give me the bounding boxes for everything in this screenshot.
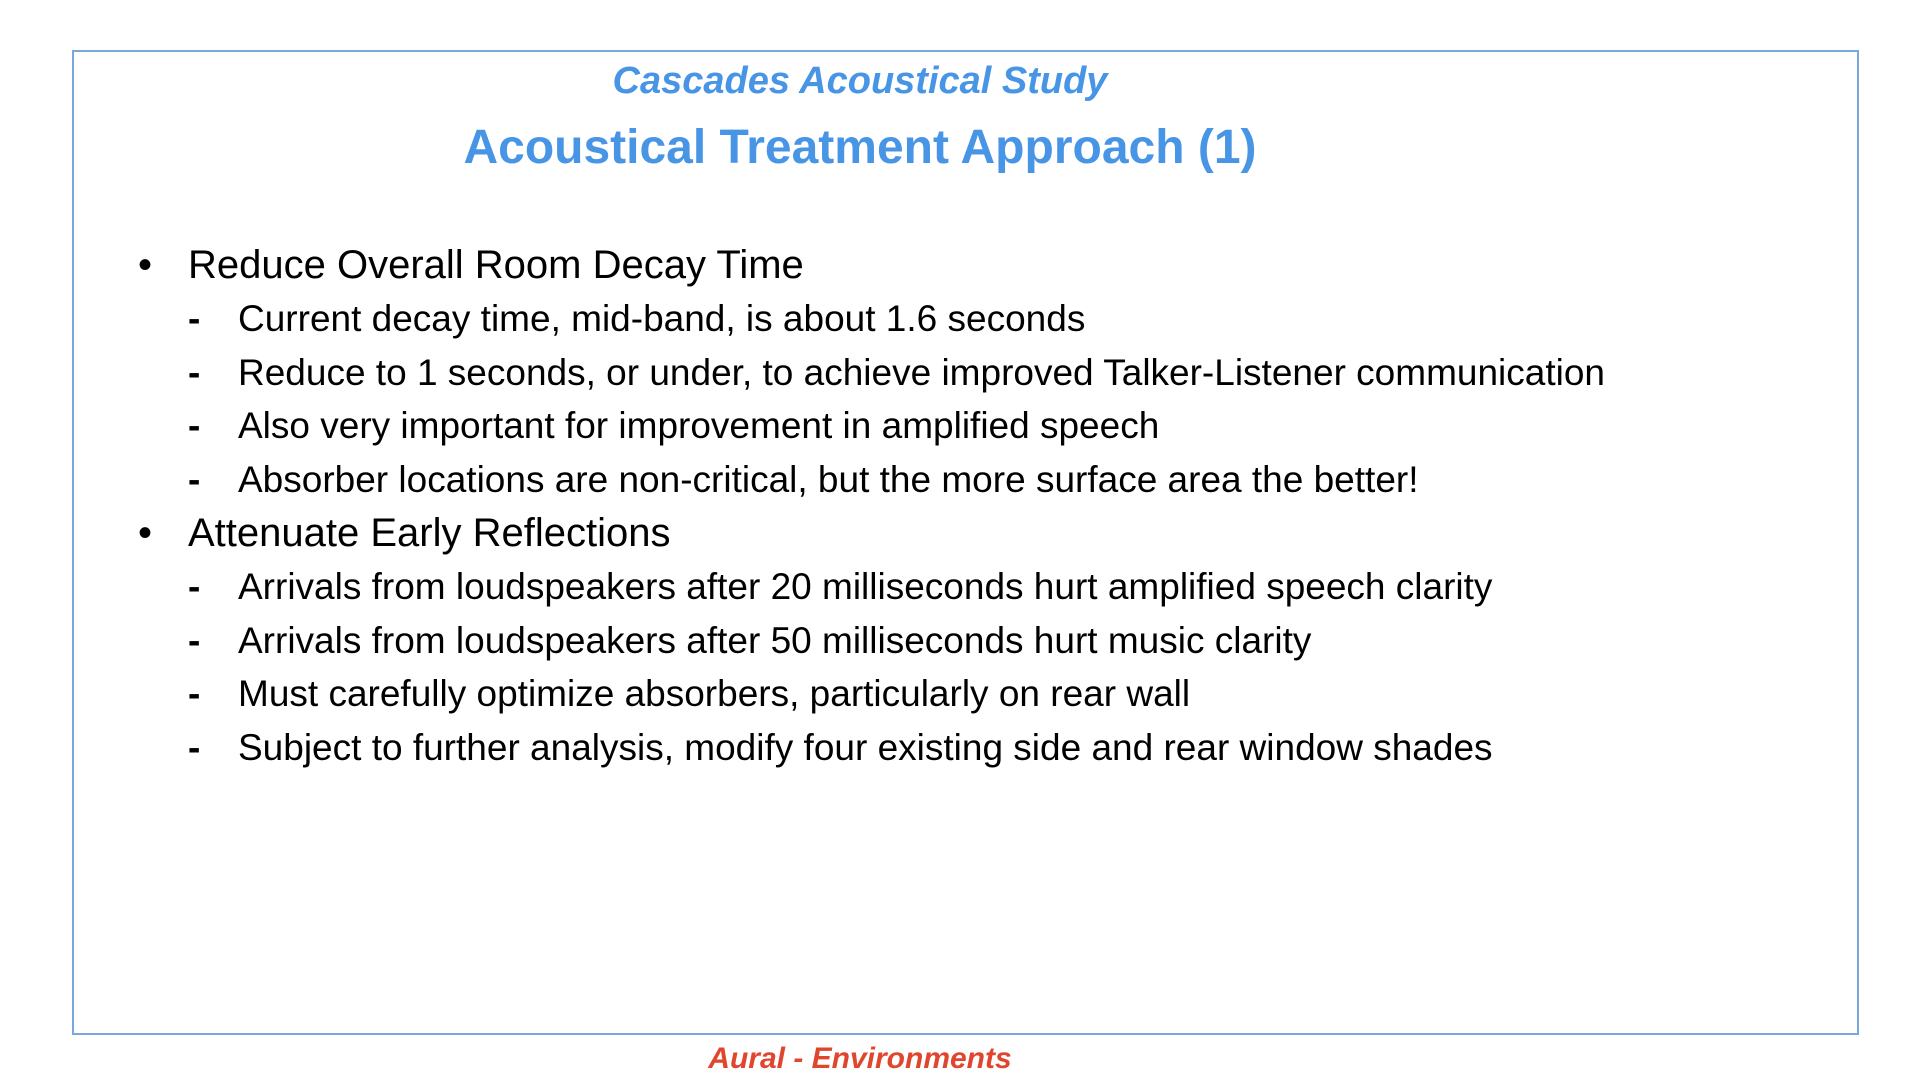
sub-item-text: Also very important for improvement in amplified speech [238, 405, 1160, 446]
bullet-heading: Reduce Overall Room Decay Time [188, 243, 804, 287]
sub-item [188, 721, 1818, 775]
dash-icon: - [188, 673, 201, 714]
sub-list [188, 560, 1818, 774]
dash-icon: - [188, 619, 201, 661]
slide-title: Acoustical Treatment Approach (1) [463, 121, 1257, 174]
bullet-item [138, 506, 1818, 560]
sub-item [188, 399, 1818, 453]
sub-item [188, 560, 1818, 614]
bullet-heading: Attenuate Early Reflections [188, 511, 671, 555]
sub-item-text: Must carefully optimize absorbers, particularly on rear wall [238, 673, 1191, 714]
sub-item-text: Absorber locations are non-critical, but the more surface area the better! [238, 458, 1419, 500]
sub-item-text: Current decay time, mid-band, is about 1.6 seconds [238, 298, 1086, 339]
bullet-icon: • [138, 243, 153, 287]
dash-icon: - [188, 351, 201, 393]
dash-icon: - [188, 458, 201, 500]
bullet-list [138, 238, 1818, 774]
sub-item [188, 292, 1818, 346]
sub-item-text: Arrivals from loudspeakers after 50 milliseconds hurt music clarity [238, 619, 1312, 661]
sub-item [188, 667, 1818, 721]
sub-item-text: Subject to further analysis, modify four existing side and rear window shades [238, 726, 1493, 768]
sub-item [188, 346, 1818, 400]
bullet-item [138, 238, 1818, 292]
sub-list [188, 292, 1818, 506]
bullet-icon: • [138, 511, 153, 555]
sub-item [188, 453, 1818, 507]
footer-brand: Aural - Environments [708, 1042, 1012, 1075]
dash-icon: - [188, 726, 201, 768]
sub-item-text: Arrivals from loudspeakers after 20 milliseconds hurt amplified speech clarity [238, 566, 1493, 607]
dash-icon: - [188, 298, 201, 339]
sub-item [188, 614, 1818, 668]
slide-subtitle: Cascades Acoustical Study [612, 60, 1108, 102]
dash-icon: - [188, 405, 201, 446]
sub-item-text: Reduce to 1 seconds, or under, to achieve improved Talker-Listener communication [238, 351, 1605, 393]
dash-icon: - [188, 566, 201, 607]
